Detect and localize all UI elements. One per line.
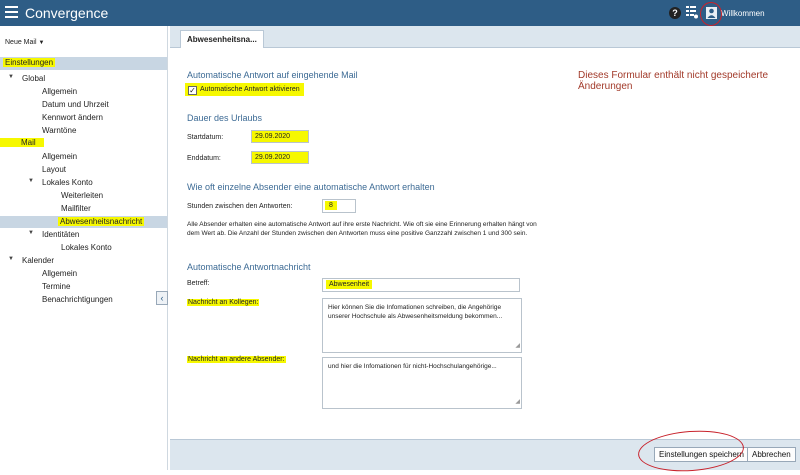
tree-item-global[interactable]: Global: [22, 74, 46, 83]
chevron-down-icon: ▼: [38, 40, 45, 46]
tree-item-weiterleiten[interactable]: Weiterleiten: [61, 191, 104, 200]
subject-field[interactable]: [322, 278, 520, 292]
app-title: Convergence: [25, 5, 109, 21]
tree-item-kalender-allgemein[interactable]: Allgemein: [42, 269, 78, 278]
new-mail-label: Neue Mail: [5, 39, 37, 46]
end-date-field[interactable]: 29.09.2020: [251, 151, 309, 164]
top-bar: [0, 0, 800, 26]
vacation-heading: Dauer des Urlaubs: [187, 113, 263, 123]
unsaved-changes-notice: Dieses Formular enthält nicht gespeicherte Änderungen: [578, 70, 769, 92]
colleagues-message-text: Hier können Sie die Infomationen schreiben, die Angehörige unserer Hochschule als Abwesenheitsmeldung bekommen...: [328, 304, 503, 320]
tree-item-datum[interactable]: Datum und Uhrzeit: [42, 100, 109, 109]
collapse-sidebar-button[interactable]: [156, 291, 168, 305]
collapse-arrow-icon[interactable]: ▼: [8, 256, 14, 262]
tree-item-identitaeten-konto[interactable]: Lokales Konto: [61, 243, 112, 252]
settings-grid-icon[interactable]: [686, 6, 698, 19]
reply-message-heading: Automatische Antwortnachricht: [187, 262, 311, 272]
tree-item-mail-allgemein[interactable]: Allgemein: [42, 152, 78, 161]
tree-item-kennwort[interactable]: Kennwort ändern: [42, 113, 103, 122]
tree-item-warntoene[interactable]: Warntöne: [42, 126, 77, 135]
start-date-label: Startdatum:: [187, 134, 224, 141]
auto-reply-heading: Automatische Antwort auf eingehende Mail: [187, 70, 358, 80]
settings-header-label: Einstellungen: [5, 58, 54, 67]
sidebar: [0, 26, 168, 470]
subject-label: Betreff:: [187, 280, 210, 287]
tree-item-benachrichtigungen[interactable]: Benachrichtigungen: [42, 295, 113, 304]
tree-item-abwesenheitsnachricht[interactable]: [58, 217, 144, 226]
save-settings-button[interactable]: Einstellungen speichern: [654, 447, 749, 462]
tree-item-mail[interactable]: [0, 138, 44, 147]
settings-header[interactable]: [0, 57, 167, 70]
tree-item-termine[interactable]: Termine: [42, 282, 71, 291]
new-mail-button[interactable]: [5, 39, 44, 46]
collapse-arrow-icon[interactable]: ▼: [28, 230, 34, 236]
others-message-field[interactable]: [322, 357, 522, 409]
tree-item-lokales-konto[interactable]: Lokales Konto: [42, 178, 93, 187]
cancel-button[interactable]: Abbrechen: [747, 447, 796, 462]
hours-value: 8: [325, 201, 337, 210]
hours-label: Stunden zwischen den Antworten:: [187, 203, 293, 210]
tree-item-identitaeten[interactable]: Identitäten: [42, 230, 80, 239]
tab-strip: [170, 26, 800, 48]
hamburger-menu-icon[interactable]: [5, 6, 18, 18]
chevron-left-icon: ‹: [160, 293, 164, 303]
resize-grip-icon[interactable]: ◢: [515, 343, 520, 349]
collapse-arrow-icon[interactable]: ▼: [28, 178, 34, 184]
subject-value: Abwesenheit: [326, 280, 372, 289]
annotation-circle-user: [700, 2, 722, 26]
start-date-field[interactable]: 29.09.2020: [251, 130, 309, 143]
tree-item-mail-label: Mail: [0, 138, 44, 147]
checkmark-icon: ✓: [189, 86, 196, 95]
tab-abwesenheitsnachricht[interactable]: Abwesenheitsna...: [180, 30, 264, 48]
others-message-text: und hier die Infomationen für nicht-Hochschulangehörige...: [328, 363, 497, 370]
hours-field[interactable]: [322, 199, 356, 213]
others-label: Nachricht an andere Absender:: [188, 356, 285, 363]
tree-item-mailfilter[interactable]: Mailfilter: [61, 204, 91, 213]
tree-item-global-allgemein[interactable]: Allgemein: [42, 87, 78, 96]
auto-reply-checkbox[interactable]: [188, 86, 197, 95]
main-panel: [170, 26, 800, 470]
welcome-text: Willkommen: [721, 9, 765, 18]
frequency-heading: Wie oft einzelne Absender eine automatische Antwort erhalten: [187, 182, 435, 192]
help-icon[interactable]: ?: [669, 7, 681, 19]
hours-help-text: Alle Absender erhalten eine automatische Antwort auf ihre erste Nachricht. Wie oft sie eine Erinnerung erhalten hängt von dem Wert ab. Die Anzahl der Stunden zwischen den Antworten muss eine positive Ganzzahl zwischen 1 und 300 sein.: [187, 221, 537, 237]
auto-reply-checkbox-label: Automatische Antwort aktivieren: [200, 86, 300, 93]
colleagues-message-field[interactable]: [322, 298, 522, 353]
tree-item-kalender[interactable]: Kalender: [22, 256, 55, 265]
end-date-label: Enddatum:: [187, 155, 221, 162]
resize-grip-icon[interactable]: ◢: [515, 399, 520, 405]
colleagues-label: Nachricht an Kollegen:: [188, 299, 259, 306]
tree-item-layout[interactable]: Layout: [42, 165, 67, 174]
collapse-arrow-icon[interactable]: ▼: [8, 74, 14, 80]
tree-item-abwesenheitsnachricht-label: Abwesenheitsnachricht: [60, 217, 143, 226]
